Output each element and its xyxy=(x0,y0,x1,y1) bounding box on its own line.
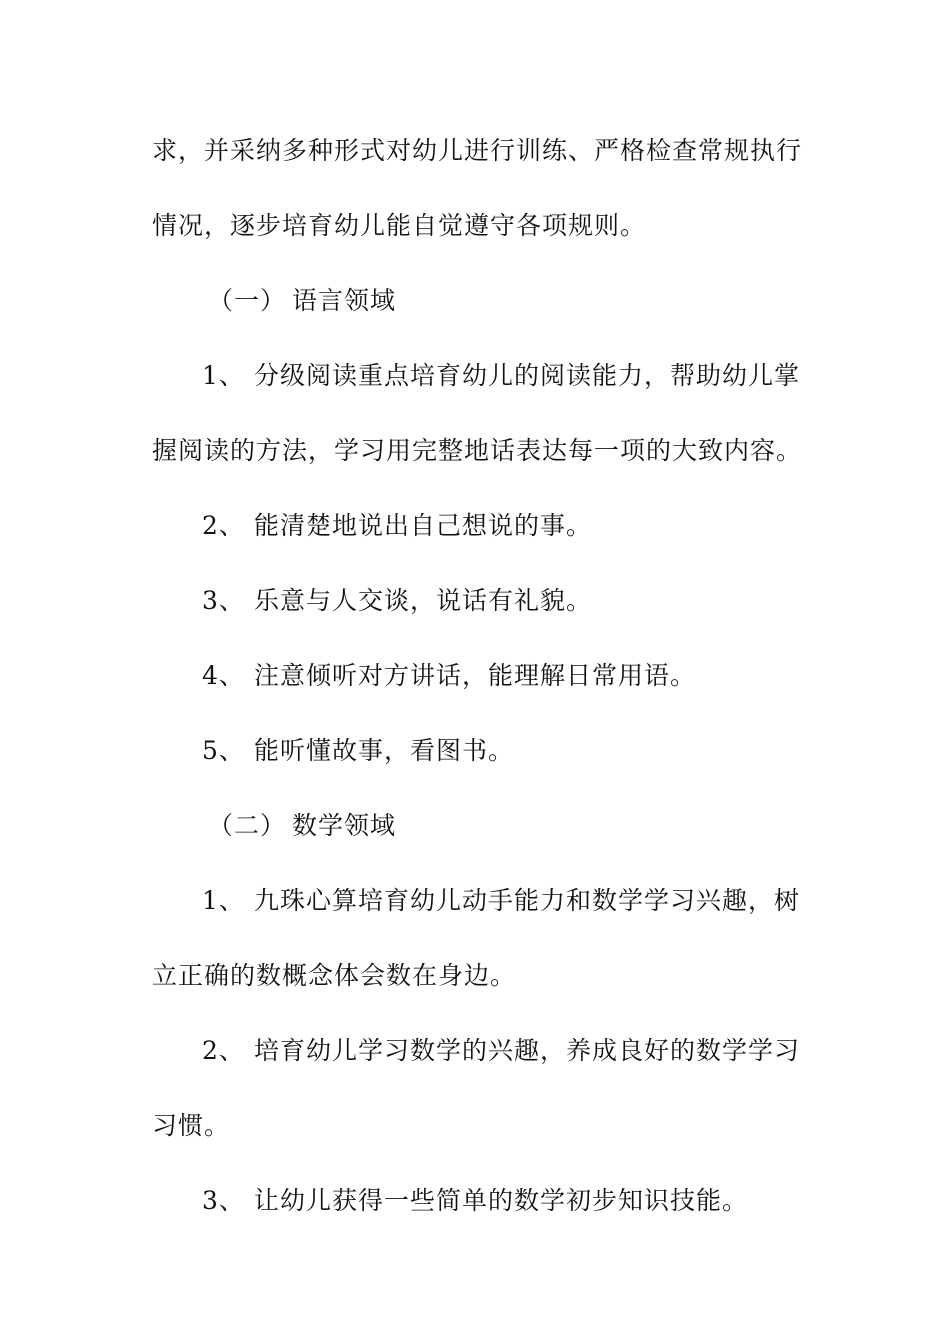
section-heading-language xyxy=(208,286,858,316)
item-number: 3、 xyxy=(202,586,245,615)
paragraph-line xyxy=(152,136,802,166)
section-number: （二） xyxy=(208,811,287,840)
item-text: 能听懂故事，看图书。 xyxy=(254,736,515,765)
section-title: 数学领域 xyxy=(292,811,397,840)
list-item xyxy=(202,1036,852,1066)
item-text: 让幼儿获得一些简单的数学初步知识技能。 xyxy=(254,1186,749,1215)
list-item xyxy=(202,511,852,541)
paragraph-line xyxy=(152,961,802,991)
section-title: 语言领域 xyxy=(292,286,397,315)
item-text: 培育幼儿学习数学的兴趣，养成良好的数学学习 xyxy=(254,1036,801,1065)
section-number: （一） xyxy=(208,286,287,315)
item-text: 注意倾听对方讲话，能理解日常用语。 xyxy=(254,661,697,690)
item-number: 3、 xyxy=(202,1186,245,1215)
list-item xyxy=(202,361,852,391)
list-item xyxy=(202,886,852,916)
list-item xyxy=(202,1186,852,1216)
item-number: 1、 xyxy=(202,361,245,390)
item-number: 1、 xyxy=(202,886,245,915)
item-number: 2、 xyxy=(202,511,245,540)
item-number: 5、 xyxy=(202,736,245,765)
item-text: 能清楚地说出自己想说的事。 xyxy=(254,511,593,540)
line-text: 情况，逐步培育幼儿能自觉遵守各项规则。 xyxy=(152,211,647,240)
item-text: 乐意与人交谈，说话有礼貌。 xyxy=(254,586,593,615)
list-item xyxy=(202,586,852,616)
line-text: 立正确的数概念体会数在身边。 xyxy=(152,961,517,990)
item-number: 2、 xyxy=(202,1036,245,1065)
list-item xyxy=(202,661,852,691)
paragraph-line xyxy=(152,436,802,466)
line-text: 握阅读的方法，学习用完整地话表达每一项的大致内容。 xyxy=(152,436,803,465)
section-heading-math xyxy=(208,811,858,841)
paragraph-line xyxy=(152,211,802,241)
paragraph-line xyxy=(152,1111,802,1141)
item-number: 4、 xyxy=(202,661,245,690)
item-text: 九珠心算培育幼儿动手能力和数学学习兴趣，树 xyxy=(254,886,801,915)
item-text: 分级阅读重点培育幼儿的阅读能力，帮助幼儿掌 xyxy=(254,361,801,390)
line-text: 求，并采纳多种形式对幼儿进行训练、严格检查常规执行 xyxy=(152,136,803,165)
list-item xyxy=(202,736,852,766)
line-text: 习惯。 xyxy=(152,1111,231,1140)
